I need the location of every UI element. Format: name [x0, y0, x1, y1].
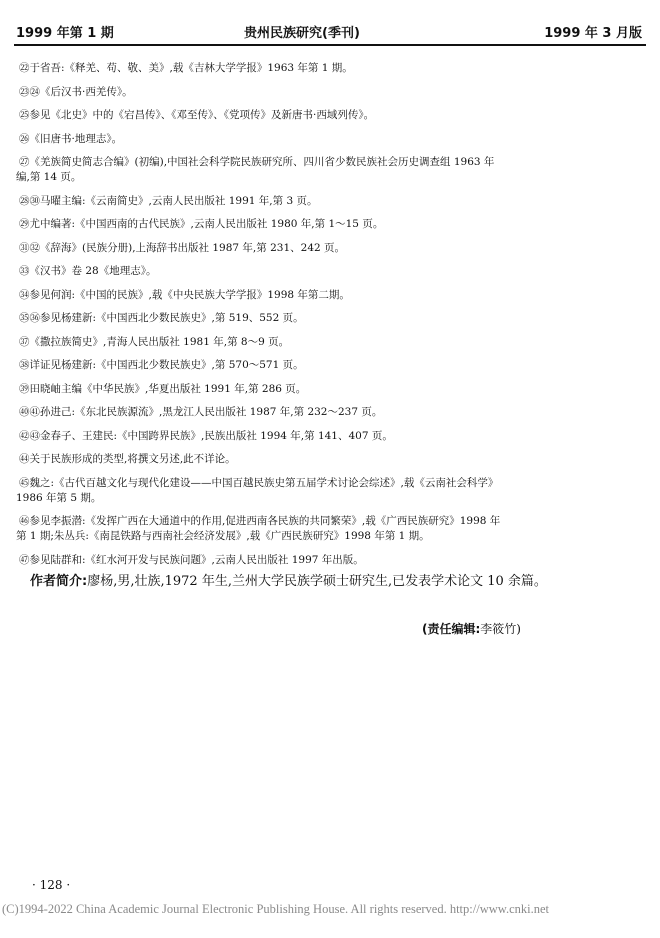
endnote-text: ㉖《旧唐书·地理志》。 [19, 132, 123, 145]
endnote-item [16, 108, 576, 123]
endnote-text: ㉟㊱参见杨建新:《中国西北少数民族史》,第 519、552 页。 [19, 312, 304, 324]
endnote-item [16, 452, 576, 467]
endnote-item [16, 132, 576, 147]
endnotes-list [16, 61, 576, 576]
endnote-text: ㊷㊸金春子、王建民:《中国跨界民族》,民族出版社 1994 年,第 141、407 页。 [19, 429, 393, 442]
endnote-item [16, 476, 576, 506]
endnote-text: ㉘㉚马曜主编:《云南简史》,云南人民出版社 1991 年,第 3 页。 [19, 194, 318, 207]
author-bio-text: 廖杨,男,壮族,1972 年生,兰州大学民族学硕士研究生,已发表学术论文 10 余篇。 [87, 574, 547, 589]
endnote-item [16, 311, 576, 326]
endnote-item [16, 405, 576, 420]
endnote-text: ㉛㉜《辞海》(民族分册),上海辞书出版社 1987 年,第 231、242 页。 [19, 241, 346, 254]
endnote-text: ㊺魏之:《古代百越文化与现代化建设——中国百越民族史第五届学术讨论会综述》,载《云南社会科学》 [19, 476, 499, 489]
endnote-text: ㉗《羌族简史简志合编》(初编),中国社会科学院民族研究所、四川省少数民族社会历史调查组 1963 年 [19, 156, 495, 168]
endnote-item [16, 85, 576, 100]
endnote-text: ㊻参见李振潜:《发挥广西在大通道中的作用,促进西南各民族的共同繁荣》,载《广西民族研究》1998 年 [19, 515, 501, 527]
endnote-item [16, 553, 576, 568]
endnote-continuation: 1986 年第 5 期。 [16, 491, 102, 504]
endnote-text: ㊴田晓岫主编《中华民族》,华夏出版社 1991 年,第 286 页。 [19, 382, 307, 395]
copyright-footer: (C)1994-2022 China Academic Journal Electronic Publishing House. All rights reserved. http://www.cnki.net [2, 902, 550, 916]
endnote-text: ㉓㉔《后汉书·西羌传》。 [19, 85, 133, 98]
responsible-editor [422, 620, 521, 637]
endnote-text: ㉕参见《北史》中的《宕昌传》、《邓至传》、《党项传》及新唐书·西域列传》。 [19, 109, 375, 121]
endnote-text: ㊹关于民族形成的类型,将撰文另述,此不详论。 [19, 453, 236, 465]
author-bio-label: 作者简介: [30, 574, 88, 589]
endnote-item [16, 382, 576, 397]
page-number: · 128 · [32, 878, 71, 892]
endnote-item [16, 61, 576, 76]
endnote-text: ㉙尤中编著:《中国西南的古代民族》,云南人民出版社 1980 年,第 1～15 页。 [19, 218, 384, 230]
endnote-item [16, 155, 576, 185]
endnote-item [16, 288, 576, 303]
journal-title: 贵州民族研究(季刊) [244, 26, 360, 41]
header-rule [14, 44, 646, 46]
editor-label: (责任编辑: [422, 622, 481, 636]
author-bio [30, 571, 590, 592]
endnote-item [16, 241, 576, 256]
endnote-text: ㉝《汉书》卷 28《地理志》。 [19, 265, 157, 277]
endnote-text: ㊼参见陆群和:《红水河开发与民族问题》,云南人民出版社 1997 年出版。 [19, 553, 364, 566]
endnote-item [16, 429, 576, 444]
endnote-text: ㊲《撒拉族简史》,青海人民出版社 1981 年,第 8～9 页。 [19, 335, 290, 348]
endnote-item [16, 358, 576, 373]
endnote-text: ㊳详证见杨建新:《中国西北少数民族史》,第 570～571 页。 [19, 359, 304, 371]
editor-name: 李筱竹) [480, 622, 521, 636]
running-header [14, 18, 646, 44]
endnote-text: ㉞参见何润:《中国的民族》,载《中央民族大学学报》1998 年第二期。 [19, 288, 350, 301]
endnote-text: ㉒于省吾:《释羌、苟、敬、美》,载《吉林大学学报》1963 年第 1 期。 [19, 62, 353, 74]
endnote-item [16, 264, 576, 279]
endnote-item [16, 194, 576, 209]
endnote-text: ㊵㊶孙进己:《东北民族源流》,黑龙江人民出版社 1987 年,第 232～237 页。 [19, 406, 383, 418]
endnote-continuation: 编,第 14 页。 [16, 171, 82, 183]
issue-label: 1999 年第 1 期 [16, 26, 114, 41]
publication-date: 1999 年 3 月版 [544, 26, 642, 41]
endnote-item [16, 217, 576, 232]
endnote-item [16, 335, 576, 350]
endnote-continuation: 第 1 期;朱丛兵:《南昆铁路与西南社会经济发展》,载《广西民族研究》1998 年第 1 期。 [16, 530, 430, 542]
endnote-item [16, 514, 576, 544]
